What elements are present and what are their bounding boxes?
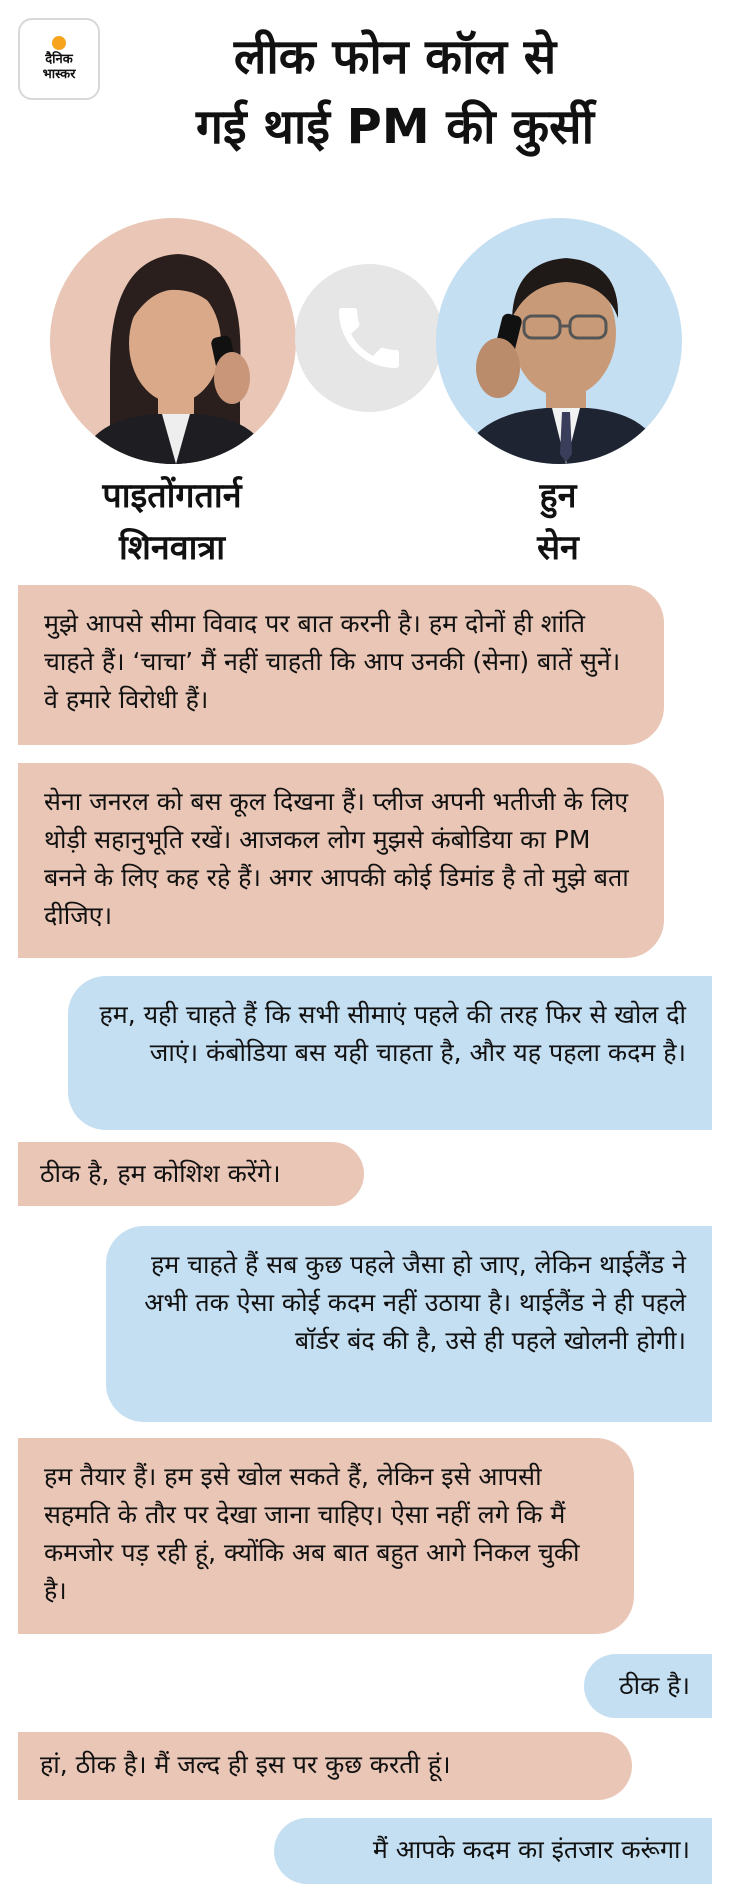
speaker-name-right-line-2: सेन xyxy=(537,528,579,568)
chat-message-right: हम, यही चाहते हैं कि सभी सीमाएं पहले की तरह फिर से खोल दी जाएं। कंबोडिया बस यही चाहता है, और यह पहला कदम है। xyxy=(68,976,712,1130)
woman-on-phone-illustration xyxy=(50,218,296,464)
chat-message-left: हम तैयार हैं। हम इसे खोल सकते हैं, लेकिन इसे आपसी सहमति के तौर पर देखा जाना चाहिए। ऐसा नहीं लगे कि मैं कमजोर पड़ रही हूं, क्योंकि अब बात बहुत आगे निकल चुकी है। xyxy=(18,1438,634,1634)
logo-line-2: भास्कर xyxy=(42,67,76,82)
sun-icon xyxy=(52,36,66,50)
speaker-name-left-line-2: शिनवात्रा xyxy=(118,528,226,568)
dainik-bhaskar-logo xyxy=(18,18,100,100)
portrait-paetongtarn xyxy=(50,218,296,464)
chat-message-right: ठीक है। xyxy=(584,1654,712,1718)
phone-icon xyxy=(329,298,409,378)
chat-message-right: मैं आपके कदम का इंतजार करूंगा। xyxy=(274,1818,712,1884)
man-on-phone-illustration xyxy=(436,218,682,464)
portrait-hun-sen xyxy=(436,218,682,464)
chat-message-left: हां, ठीक है। मैं जल्द ही इस पर कुछ करती हूं। xyxy=(18,1732,632,1800)
chat-message-right: हम चाहते हैं सब कुछ पहले जैसा हो जाए, लेकिन थाईलैंड ने अभी तक ऐसा कोई कदम नहीं उठाया है। थाईलैंड ने ही पहले बॉर्डर बंद की है, उसे ही पहले खोलनी होगी। xyxy=(106,1226,712,1422)
speaker-name-right-line-1: हुन xyxy=(539,476,577,516)
headline xyxy=(100,22,690,162)
headline-line-2: गई थाई PM की कुर्सी xyxy=(195,99,595,155)
chat-message-left: सेना जनरल को बस कूल दिखना हैं। प्लीज अपनी भतीजी के लिए थोड़ी सहानुभूति रखें। आजकल लोग मुझसे कंबोडिया का PM बनने के लिए कह रहे हैं। अगर आपकी कोई डिमांड है तो मुझे बता दीजिए। xyxy=(18,763,664,958)
logo-line-1: दैनिक xyxy=(45,52,73,67)
speaker-name-left xyxy=(42,470,302,574)
chat-message-left: मुझे आपसे सीमा विवाद पर बात करनी है। हम दोनों ही शांति चाहते हैं। ‘चाचा’ मैं नहीं चाहती कि आप उनकी (सेना) बातें सुनें। वे हमारे विरोधी हैं। xyxy=(18,585,664,745)
headline-line-1: लीक फोन कॉल से xyxy=(233,29,557,85)
chat-message-left: ठीक है, हम कोशिश करेंगे। xyxy=(18,1142,364,1206)
speaker-name-left-line-1: पाइतोंगतार्न xyxy=(102,476,242,516)
phone-call-circle xyxy=(295,264,443,412)
speaker-name-right xyxy=(428,470,688,574)
